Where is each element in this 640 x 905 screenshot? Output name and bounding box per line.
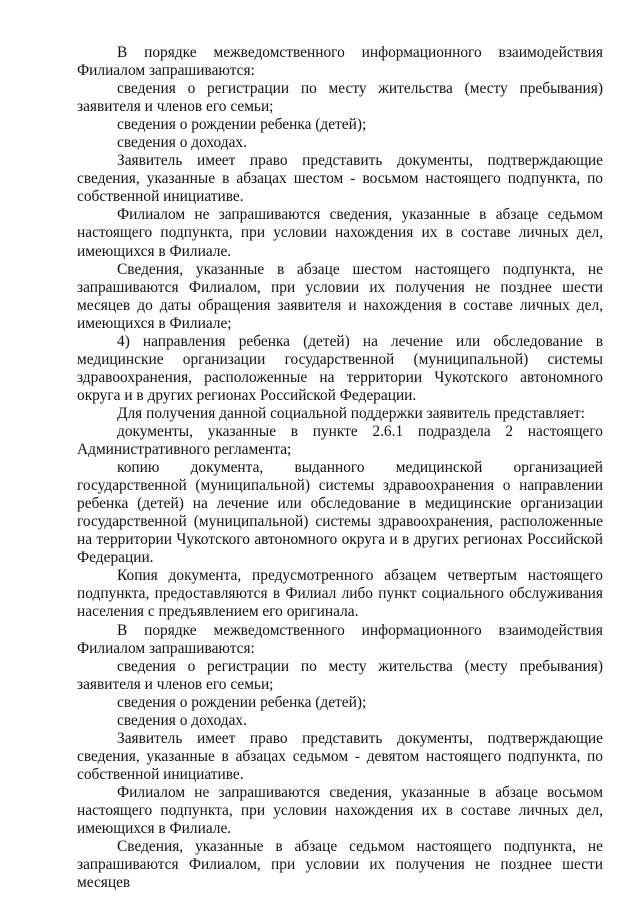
paragraph: копию документа, выданного медицинской организацией государственной (муниципальной) системы здравоохранения о направлении ребенка (детей) на лечение или обследование в медицинские организации государственной (муниципальной) системы здравоохранения, расположенные на территории Чукотского автономного округа и в других регионах Российской Федерации. [77,459,603,567]
paragraph: Сведения, указанные в абзаце седьмом настоящего подпункта, не запрашиваются Филиалом, при условии их получения не позднее шести месяцев [77,838,603,892]
paragraph: сведения о рождении ребенка (детей); [117,693,367,711]
paragraph: сведения о доходах. [117,134,247,152]
paragraph: Филиалом не запрашиваются сведения, указанные в абзаце восьмом настоящего подпункта, при условии нахождения их в составе личных дел, имеющихся в Филиале. [77,783,603,838]
paragraph: Для получения данной социальной поддержки заявитель представляет: [117,404,585,422]
document-body [77,44,603,892]
paragraph: В порядке межведомственного информационного взаимодействия Филиалом запрашиваются: [77,44,603,80]
paragraph: Заявитель имеет право представить документы, подтверждающие сведения, указанные в абзацах седьмом - девятом настоящего подпункта, по собственной инициативе. [77,729,603,783]
paragraph: Заявитель имеет право представить документы, подтверждающие сведения, указанные в абзацах шестом - восьмом настоящего подпункта, по собственной инициативе. [77,152,603,206]
paragraph: Копия документа, предусмотренного абзацем четвертым настоящего подпункта, предоставляются в Филиал либо пункт социального обслуживания населения с предъявлением его оригинала. [77,567,603,621]
paragraph: Филиалом не запрашиваются сведения, указанные в абзаце седьмом настоящего подпункта, при условии нахождения их в составе личных дел, имеющихся в Филиале. [77,206,603,260]
paragraph: 4) направления ребенка (детей) на лечение или обследование в медицинские организации государственной (муниципальной) системы здравоохранения, расположенные на территории Чукотского автономного округа и в других регионах Российской Федерации. [77,332,603,404]
paragraph: сведения о рождении ребенка (детей); [117,116,367,134]
paragraph: сведения о регистрации по месту жительства (месту пребывания) заявителя и членов его семьи; [77,657,603,693]
paragraph: документы, указанные в пункте 2.6.1 подраздела 2 настоящего Административного регламента; [77,422,603,459]
paragraph: сведения о доходах. [117,711,247,729]
paragraph: Сведения, указанные в абзаце шестом настоящего подпункта, не запрашиваются Филиалом, при условии их получения не позднее шести месяцев до даты обращения заявителя и нахождения в составе личных дел, имеющихся в Филиале; [77,260,603,332]
paragraph: сведения о регистрации по месту жительства (месту пребывания) заявителя и членов его семьи; [77,80,603,116]
paragraph: В порядке межведомственного информационного взаимодействия Филиалом запрашиваются: [77,621,603,657]
